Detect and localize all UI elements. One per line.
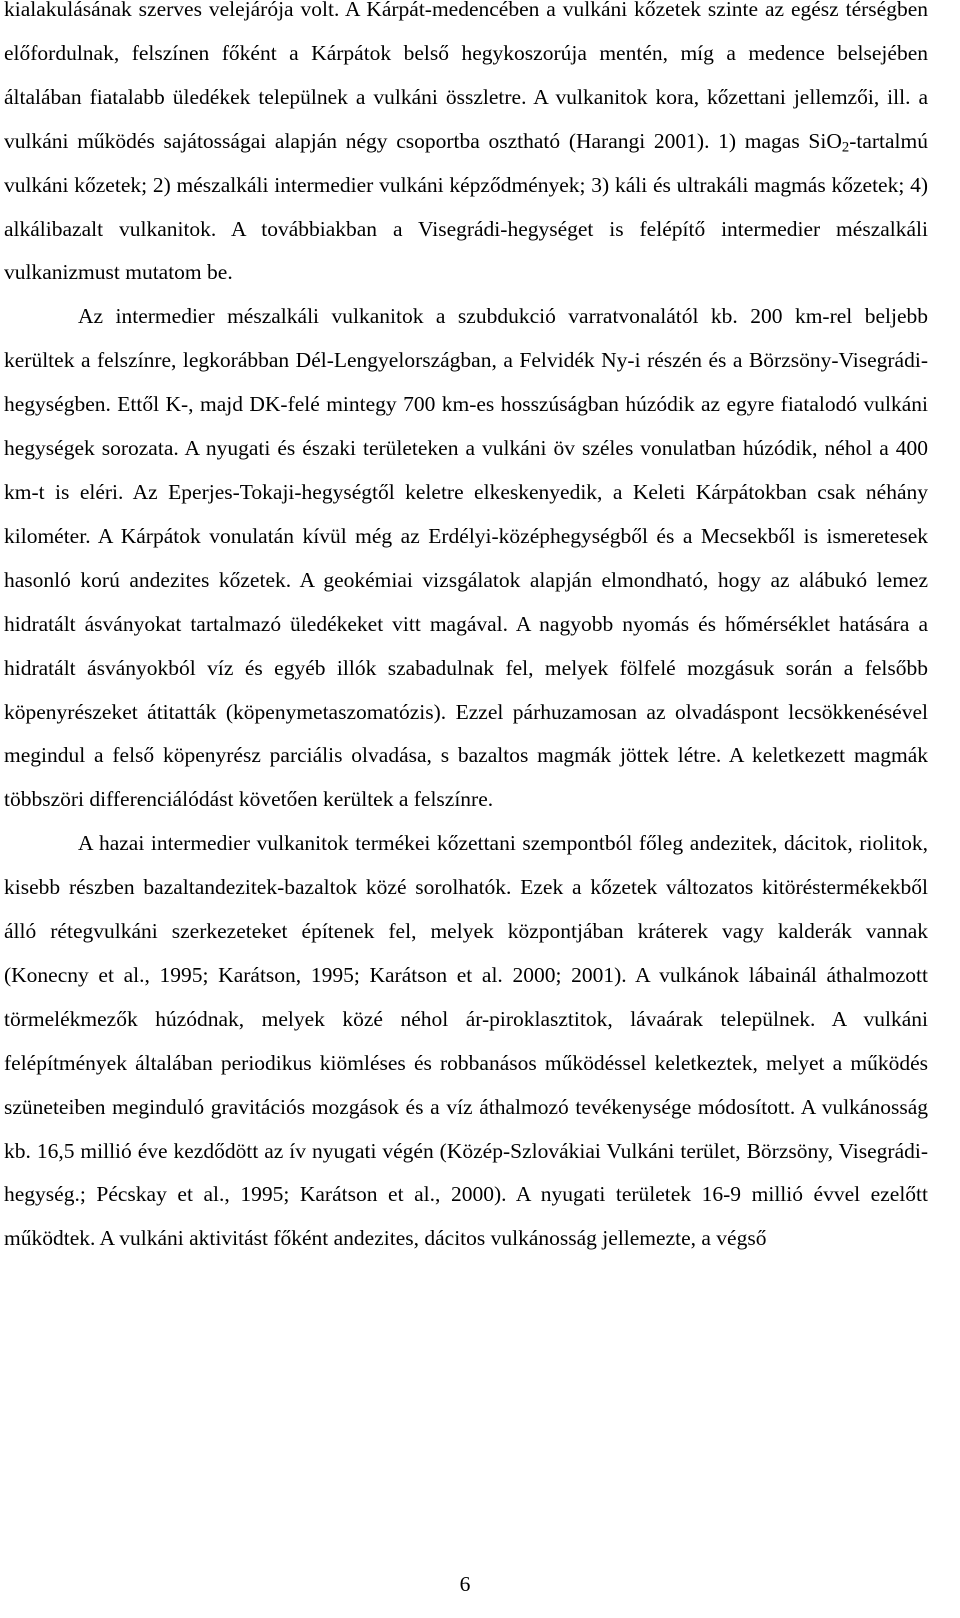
- paragraph-1-text-b: -tartalmú vulkáni kőzetek; 2) mészalkáli intermedier vulkáni képződmények; 3) káli és ultrakáli magmás kőzetek; 4) alkálibazalt vulkanitok. A továbbiakban a Visegrádi-hegységet is felépítő intermedier mészalkáli vulkanizmust mutatom be.: [4, 128, 928, 285]
- paragraph-2: Az intermedier mészalkáli vulkanitok a szubdukció varratvonalától kb. 200 km-rel beljebb kerültek a felszínre, legkorábban Dél-Lengyelországban, a Felvidék Ny-i részén és a Börzsöny-Visegrádi-hegységben. Ettől K-, majd DK-felé mintegy 700 km-es hosszúságban húzódik az egyre fiatalodó vulkáni hegységek sorozata. A nyugati és északi területeken a vulkáni öv széles vonulatban húzódik, néhol a 400 km-t is eléri. Az Eperjes-Tokaji-hegységtől keletre elkeskenyedik, a Keleti Kárpátokban csak néhány kilométer. A Kárpátok vonulatán kívül még az Erdélyi-középhegységből és a Mecsekből is ismeretesek hasonló korú andezites kőzetek. A geokémiai vizsgálatok alapján elmondható, hogy az alábukó lemez hidratált ásványokat tartalmazó üledékeket vitt magával. A nagyobb nyomás és hőmérséklet hatására a hidratált ásványokból víz és egyéb illók szabadulnak fel, melyek fölfelé mozgásuk során a felsőbb köpenyrészeket átitatták (köpenymetaszomatózis). Ezzel párhuzamosan az olvadáspont lecsökkenésével megindul a felső köpenyrész parciális olvadása, s bazaltos magmák jöttek létre. A keletkezett magmák többszöri differenciálódást követően kerültek a felszínre.: [4, 304, 928, 812]
- paragraph-1-text-a: kialakulásának szerves velejárója volt. A Kárpát-medencében a vulkáni kőzetek szinte az egész térségben előfordulnak, felszínen főként a Kárpátok belső hegykoszorúja mentén, míg a medence belsejében általában fiatalabb üledékek települnek a vulkáni összletre. A vulkanitok kora, kőzettani jellemzői, ill. a vulkáni működés sajátosságai alapján négy csoportba osztható (Harangi 2001). 1) magas SiO: [4, 0, 928, 153]
- page-number: 6: [459, 1572, 471, 1596]
- body-text: [4, 0, 928, 1261]
- paragraph-3: A hazai intermedier vulkanitok termékei kőzettani szempontból főleg andezitek, dácitok, riolitok, kisebb részben bazaltandezitek-bazaltok közé sorolhatók. Ezek a kőzetek változatos kitöréstermékekből álló rétegvulkáni szerkezeteket építenek fel, melyek központjában kráterek vagy kalderák vannak (Konecny et al., 1995; Karátson, 1995; Karátson et al. 2000; 2001). A vulkánok lábainál áthalmozott törmelékmezők húzódnak, melyek közé néhol ár-piroklasztitok, lávaárak települnek. A vulkáni felépítmények általában periodikus kiömléses és robbanásos működéssel keletkeztek, melyet a működés szüneteiben meginduló gravitációs mozgások és a víz áthalmozó tevékenysége módosított. A vulkánosság kb. 16,5 millió éve kezdődött az ív nyugati végén (Közép-Szlovákiai Vulkáni terület, Börzsöny, Visegrádi-hegység.; Pécskay et al., 1995; Karátson et al., 2000). A nyugati területek 16-9 millió évvel ezelőtt működtek. A vulkáni aktivitást főként andezites, dácitos vulkánosság jellemezte, a végső: [4, 831, 928, 1251]
- subscript-2: 2: [841, 139, 850, 156]
- paragraph-1: [4, 0, 928, 295]
